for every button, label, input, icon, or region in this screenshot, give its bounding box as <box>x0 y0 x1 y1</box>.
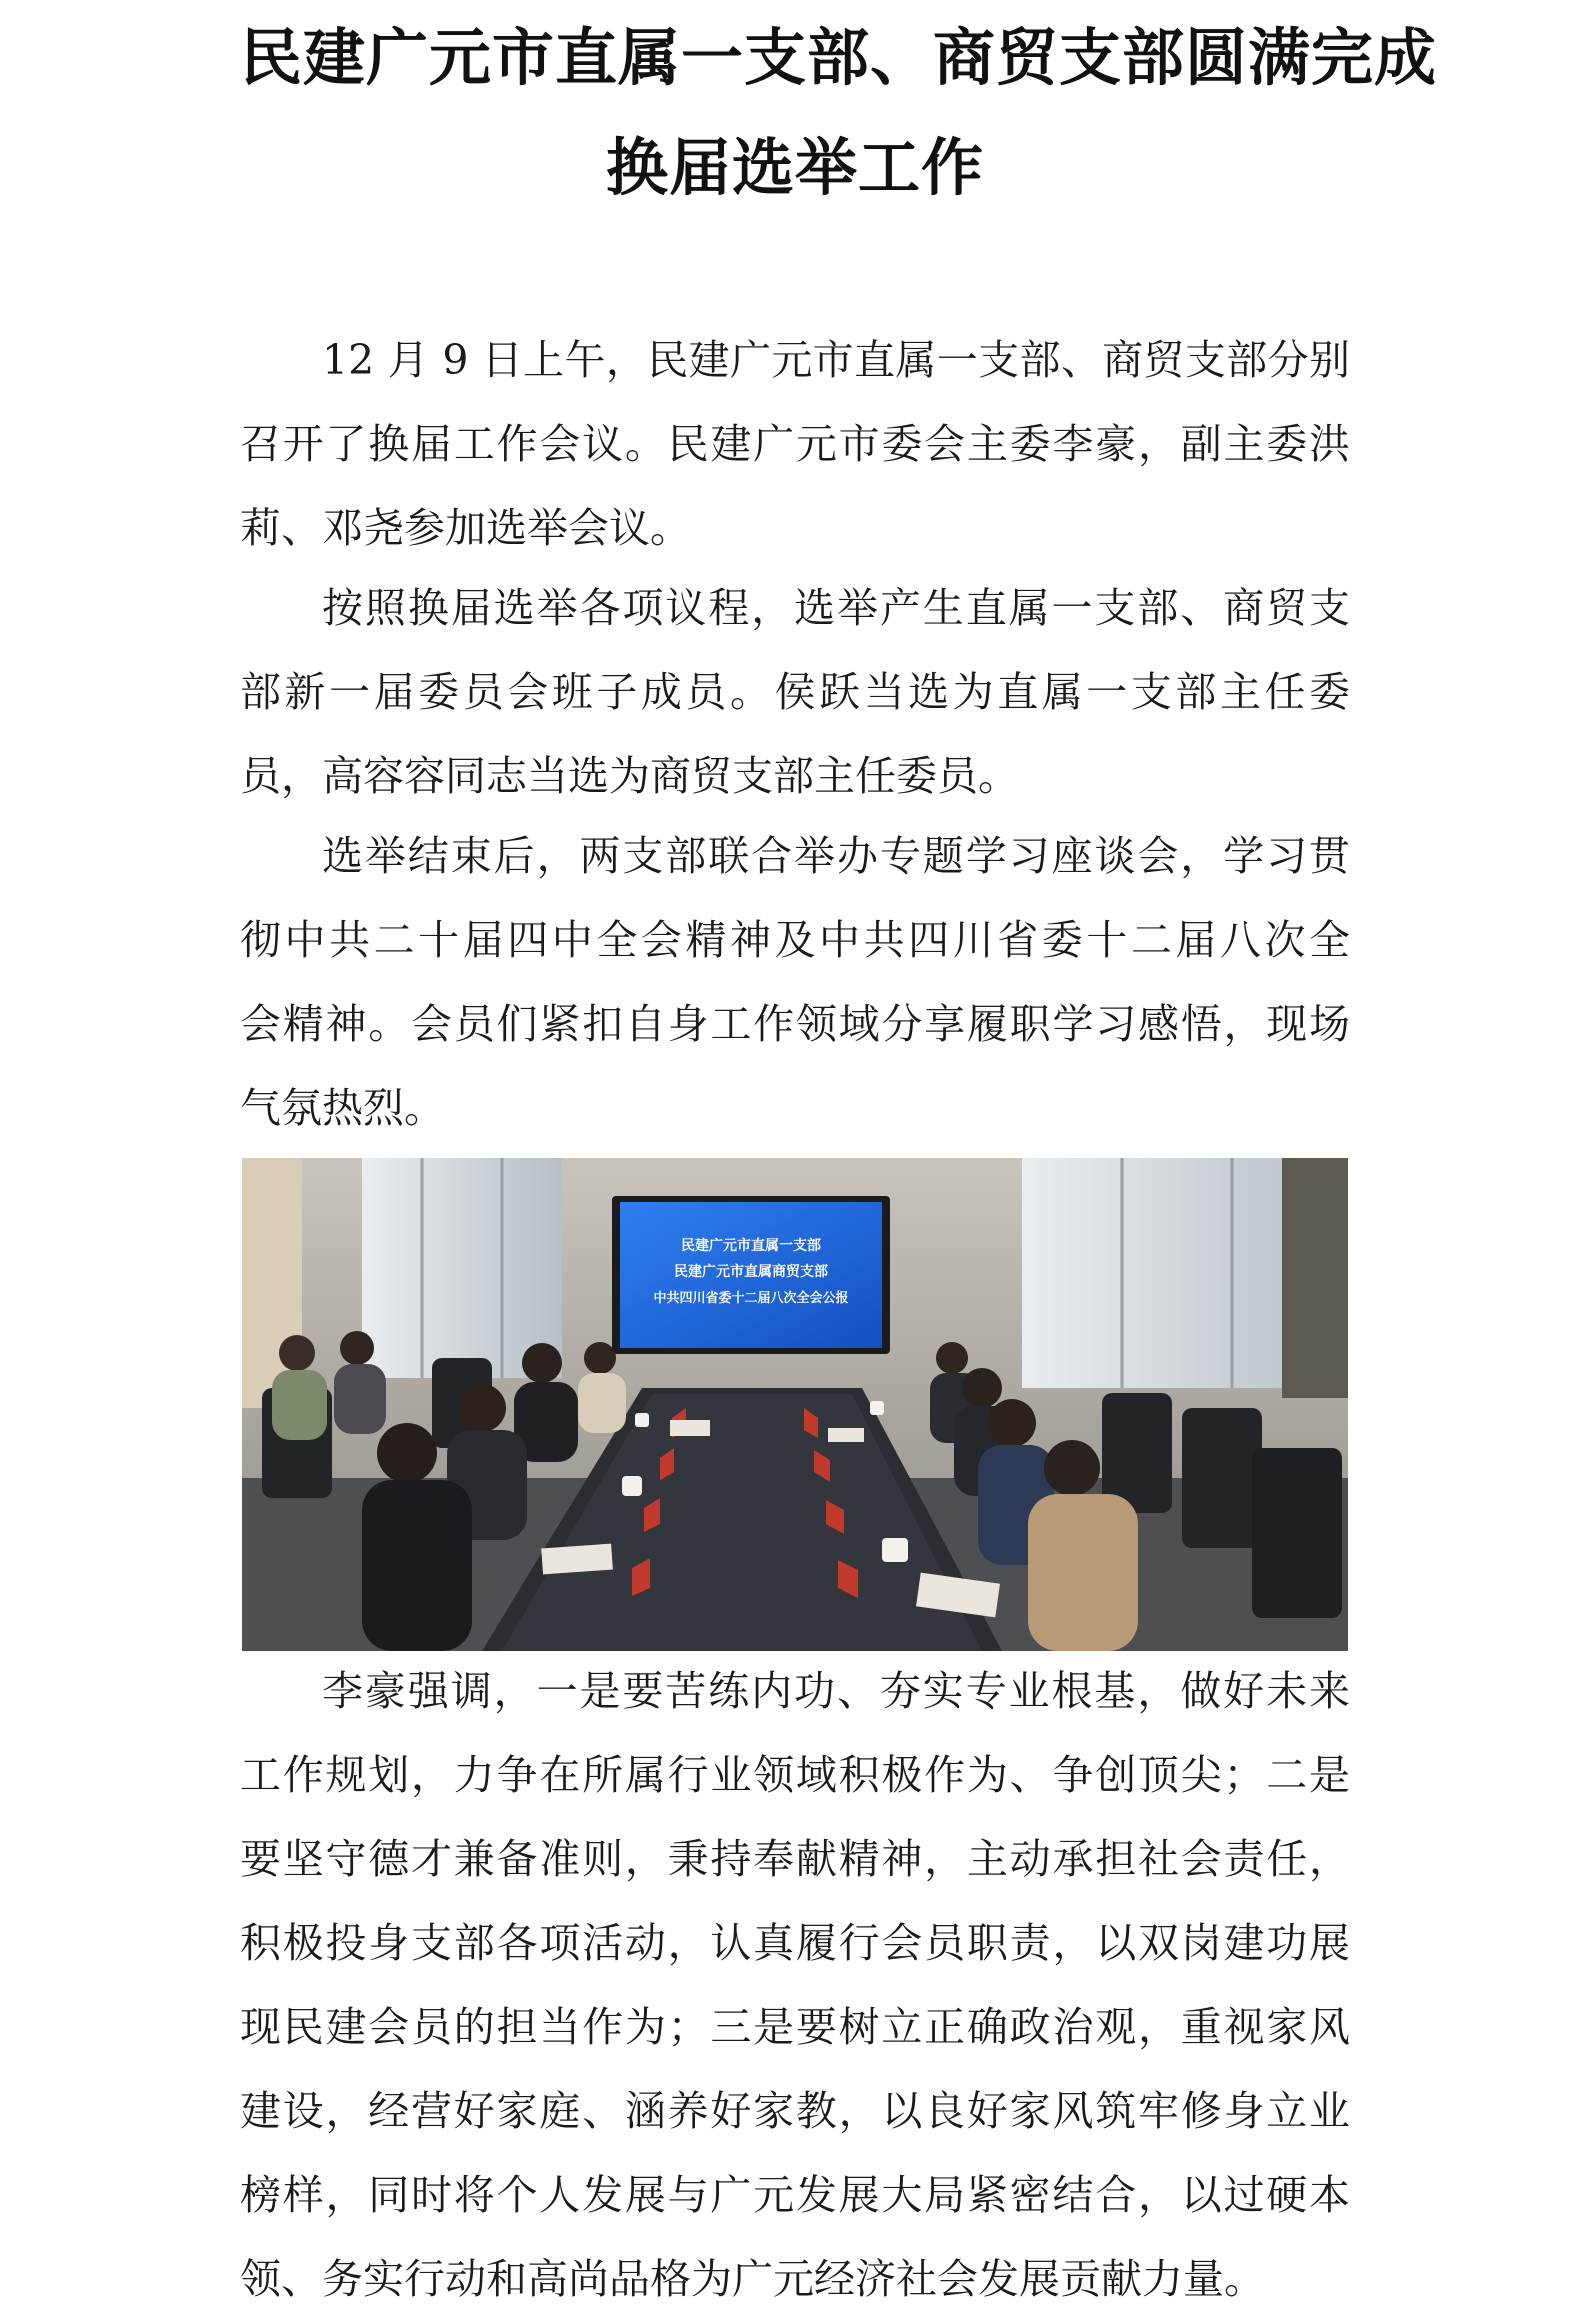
paragraph-line: 12 月 9 日上午，民建广元市直属一支部、商贸支部分别 <box>322 336 1350 384</box>
paragraph-line: 李豪强调，一是要苦练内功、夯实专业根基，做好未来 <box>322 1667 1350 1715</box>
paragraph-3 <box>240 814 1350 1150</box>
paragraph-line: 召开了换届工作会议。民建广元市委会主委李豪，副主委洪 <box>240 420 1350 468</box>
paragraph-1 <box>240 318 1350 570</box>
screen-text-line1: 民建广元市直属一支部 <box>681 1238 821 1254</box>
paragraph-line: 会精神。会员们紧扣自身工作领域分享履职学习感悟，现场 <box>240 1000 1350 1048</box>
paragraph-2 <box>240 566 1350 818</box>
paragraph-line: 建设，经营好家庭、涵养好家教，以良好家风筑牢修身立业 <box>240 2087 1350 2135</box>
paragraph-line: 按照换届选举各项议程，选举产生直属一支部、商贸支 <box>322 584 1350 632</box>
paragraph-line: 现民建会员的担当作为；三是要树立正确政治观，重视家风 <box>240 2003 1350 2051</box>
paragraph-line: 要坚守德才兼备准则，秉持奉献精神，主动承担社会责任， <box>240 1835 1350 1883</box>
paragraph-line: 气氛热烈。 <box>240 1084 445 1132</box>
paragraph-4 <box>240 1649 1350 2321</box>
screen-text-line3: 中共四川省委十二届八次全会公报 <box>653 1291 849 1306</box>
screen-text-line2: 民建广元市直属商贸支部 <box>674 1264 828 1280</box>
paragraph-line: 领、务实行动和高尚品格为广元经济社会发展贡献力量。 <box>240 2255 1265 2303</box>
paragraph-line: 彻中共二十届四中全会精神及中共四川省委十二届八次全 <box>240 916 1350 964</box>
paragraph-line: 榜样，同时将个人发展与广元发展大局紧密结合，以过硬本 <box>240 2171 1350 2219</box>
paragraph-line: 莉、邓尧参加选举会议。 <box>240 504 691 552</box>
article-title-line1: 民建广元市直属一支部、商贸支部圆满完成 <box>240 21 1438 94</box>
meeting-photo <box>242 1158 1348 1651</box>
paragraph-line: 选举结束后，两支部联合举办专题学习座谈会，学习贯 <box>322 832 1350 880</box>
article-title-line2: 换届选举工作 <box>605 131 984 204</box>
paragraph-line: 员，高容容同志当选为商贸支部主任委员。 <box>240 752 1019 800</box>
paragraph-line: 部新一届委员会班子成员。侯跃当选为直属一支部主任委 <box>240 668 1350 716</box>
paragraph-line: 积极投身支部各项活动，认真履行会员职责，以双岗建功展 <box>240 1919 1350 1967</box>
paragraph-line: 工作规划，力争在所属行业领域积极作为、争创顶尖；二是 <box>240 1751 1350 1799</box>
